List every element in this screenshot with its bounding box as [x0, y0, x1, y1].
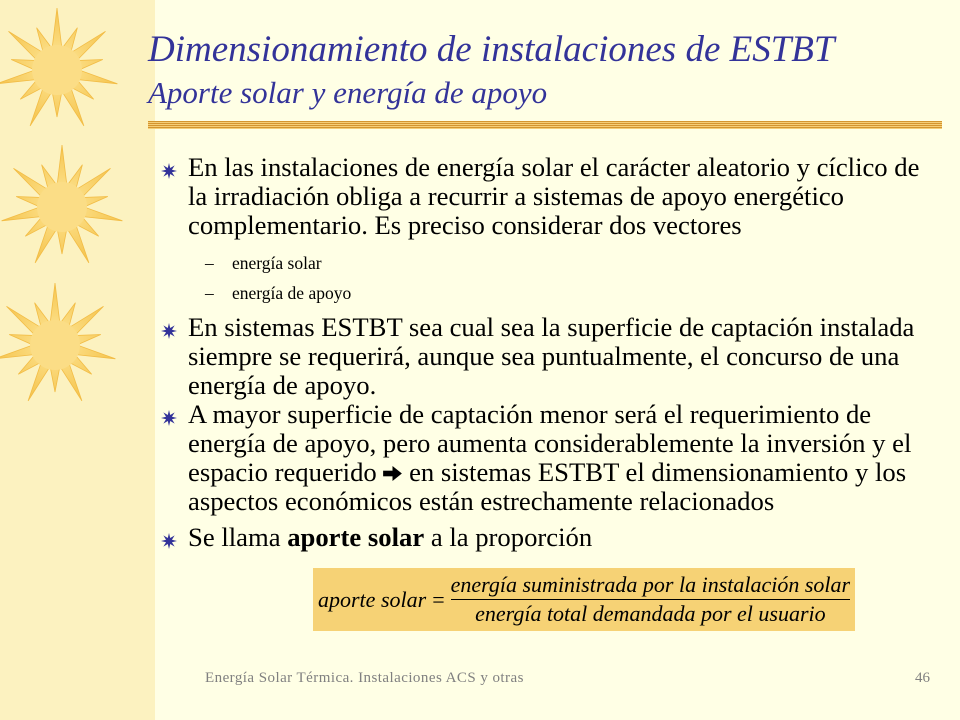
arrow-line-after: en sistemas ESTBT el dimensionamiento y los: [409, 457, 907, 487]
bullet-line: En las instalaciones de energía solar el carácter aleatorio y cíclico de: [188, 152, 920, 182]
bullet-3: [188, 400, 911, 516]
formula-lhs: aporte solar: [318, 586, 427, 612]
bullet-4: [188, 523, 592, 552]
formula-box: [313, 568, 855, 631]
bullet-1: [188, 153, 919, 240]
star-bullet-icon: [161, 163, 177, 179]
star-bullet-icon: [161, 410, 177, 426]
bullet-line: energía de apoyo, pero aumenta considerablemente la inversión y el: [188, 428, 912, 458]
definition-text-after: a la proporción: [430, 522, 593, 552]
dash-marker: –: [205, 283, 214, 303]
dash-marker: –: [205, 253, 214, 273]
bullet-line: complementario. Es preciso considerar dos vectores: [188, 210, 742, 240]
sun-decoration: [0, 0, 155, 420]
bullet-line: la irradiación obliga a recurrir a sistemas de apoyo energético: [188, 181, 845, 211]
bullet-line: aspectos económicos están estrechamente relacionados: [188, 486, 775, 516]
formula-denominator: energía total demandada por el usuario: [451, 599, 850, 628]
formula-numerator: energía suministrada por la instalación solar: [450, 572, 851, 597]
star-bullet-icon: [161, 533, 177, 549]
sub-bullet-text: energía de apoyo: [232, 283, 352, 303]
footer-source: Energía Solar Térmica. Instalaciones ACS y otras: [205, 670, 524, 686]
formula-equals: =: [432, 586, 445, 612]
bullet-line: A mayor superficie de captación menor será el requerimiento de: [188, 399, 872, 429]
star-bullet-icon: [161, 323, 177, 339]
bullet-line: siempre se requerirá, aunque sea puntualmente, el concurso de una: [188, 341, 900, 371]
arrow-line-before: espacio requerido: [188, 457, 377, 487]
sub-bullet-item: [205, 278, 351, 308]
sub-bullet-list: [205, 248, 351, 308]
right-arrow-icon: [383, 466, 402, 481]
bullet-line: En sistemas ESTBT sea cual sea la superficie de captación instalada: [188, 312, 915, 342]
bullet-line: energía de apoyo.: [188, 370, 377, 400]
sun-icon: [0, 8, 117, 126]
bullet-2: [188, 313, 914, 400]
page-number: 46: [915, 670, 930, 686]
page-subtitle: Aporte solar y energía de apoyo: [148, 75, 548, 110]
defined-term: aporte solar: [287, 522, 425, 552]
bullet-line: [188, 523, 592, 552]
title-divider: [148, 121, 942, 129]
definition-text-before: Se llama: [188, 522, 281, 552]
sub-bullet-item: [205, 248, 351, 278]
sun-icon: [0, 283, 115, 401]
bullet-line-with-arrow: [188, 458, 911, 487]
page-title: Dimensionamiento de instalaciones de ESTBT: [148, 29, 835, 70]
sub-bullet-text: energía solar: [232, 253, 322, 273]
formula-fraction: [451, 571, 850, 628]
sun-icon: [2, 145, 123, 263]
